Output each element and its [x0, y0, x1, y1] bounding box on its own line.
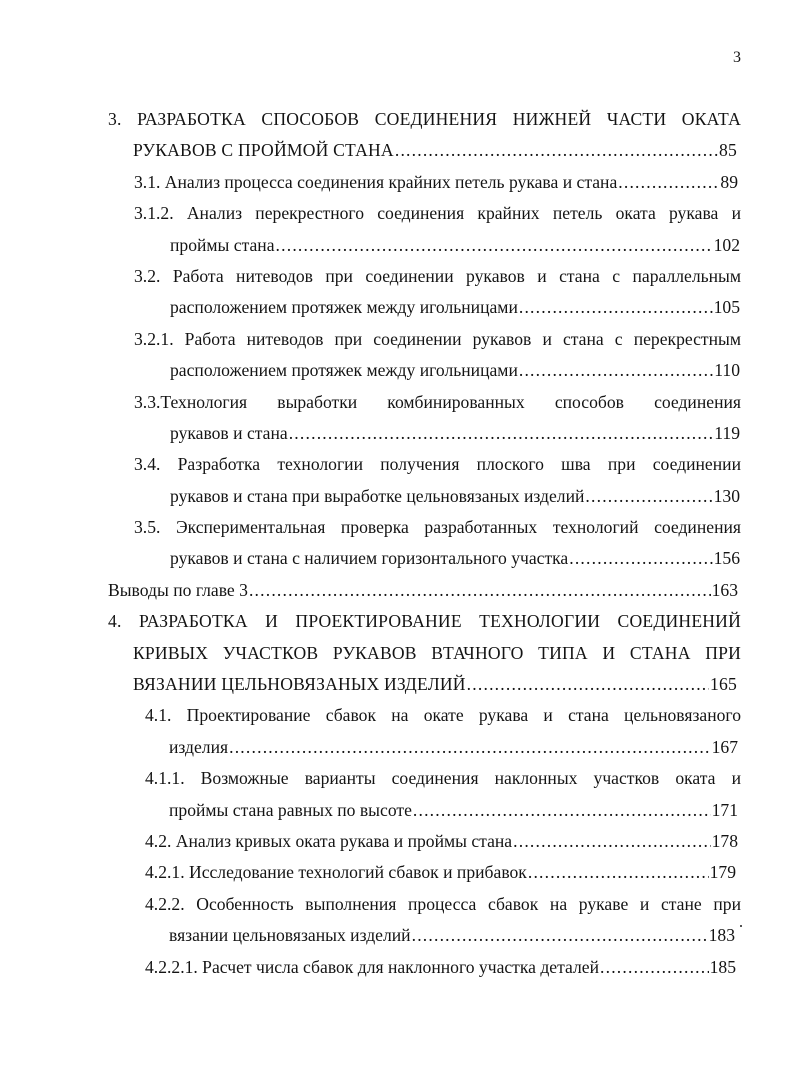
- toc-entry-leader-line: [134, 167, 738, 198]
- toc-entry-title: вязании цельновязаных изделий: [169, 925, 411, 946]
- dot-leader: [413, 795, 711, 826]
- toc-entry-page: 102: [713, 234, 740, 255]
- dot-leader: [412, 920, 708, 951]
- dot-leader: [600, 952, 709, 983]
- toc-entry-title-line: 3.1.2. Анализ перекрестного соединения крайних петель оката рукава и: [134, 203, 741, 224]
- toc-entry-4-1-1: [0, 763, 798, 826]
- toc-entry-4-2: [0, 826, 798, 857]
- dot-leader: [395, 135, 718, 166]
- toc-entry-title-line: 4.1.1. Возможные варианты соединения наклонных участков оката и: [145, 768, 741, 789]
- dot-leader: [467, 669, 709, 700]
- toc-entry-page: 130: [713, 485, 740, 506]
- toc-entry-page: 85: [719, 140, 737, 161]
- toc-entry-leader-line: [133, 135, 737, 166]
- toc-entry-3-1: [0, 167, 798, 198]
- toc-entry-leader-line: [145, 952, 736, 983]
- toc-entry-title: рукавов и стана с наличием горизонтального участка: [170, 548, 569, 569]
- toc-entry-leader-line: [133, 669, 737, 700]
- dot-leader: [513, 826, 710, 857]
- toc-entry-title: РУКАВОВ С ПРОЙМОЙ СТАНА: [133, 140, 394, 161]
- toc-entry-title: 4.2. Анализ кривых оката рукава и проймы стана: [145, 830, 513, 851]
- page-number: 3: [733, 49, 741, 66]
- toc-entry-title: проймы стана: [170, 234, 275, 255]
- toc-entry-leader-line: [170, 481, 740, 512]
- toc-entry-page: 167: [711, 736, 738, 757]
- dot-leader: [618, 167, 719, 198]
- toc-entry-4-2-1: [0, 857, 798, 888]
- toc-entry-page: 105: [713, 297, 740, 318]
- toc-entry-title-line: 4. РАЗРАБОТКА И ПРОЕКТИРОВАНИЕ ТЕХНОЛОГИИ СОЕДИНЕНИЙ: [108, 611, 741, 632]
- dot-leader: [249, 575, 711, 606]
- toc-entry-page: 165: [710, 674, 737, 695]
- toc-entry-4-1: [0, 700, 798, 763]
- toc-entry-page: 179: [709, 862, 736, 883]
- toc-entry-chapter-4: [0, 606, 798, 700]
- toc-entry-title-line: 3.5. Экспериментальная проверка разработанных технологий соединения: [134, 517, 741, 538]
- toc-entry-page: 156: [713, 548, 740, 569]
- toc-entry-title-line: 3.2.1. Работа нитеводов при соединении рукавов и стана с перекрестным: [134, 328, 741, 349]
- dot-leader: [569, 543, 712, 574]
- toc-entry-leader-line: [170, 543, 740, 574]
- toc-entry-title-line: 3.2. Работа нитеводов при соединении рукавов и стана с параллельным: [134, 265, 741, 286]
- table-of-contents: [0, 104, 798, 983]
- toc-entry-title: ВЯЗАНИИ ЦЕЛЬНОВЯЗАНЫХ ИЗДЕЛИЙ: [133, 674, 466, 695]
- toc-entry-leader-line: [145, 826, 738, 857]
- toc-entry-page: 178: [711, 830, 738, 851]
- toc-entry-title: проймы стана равных по высоте: [169, 799, 412, 820]
- dot-leader: [229, 732, 711, 763]
- dot-leader: [276, 230, 713, 261]
- toc-entry-title-line: 4.1. Проектирование сбавок на окате рукава и стана цельновязаного: [145, 705, 741, 726]
- toc-entry-leader-line: [108, 575, 738, 606]
- toc-entry-title: рукавов и стана: [170, 422, 288, 443]
- toc-entry-leader-line: [169, 795, 738, 826]
- toc-entry-title: рукавов и стана при выработке цельновязаных изделий: [170, 485, 585, 506]
- toc-entry-3-4: [0, 449, 798, 512]
- toc-entry-page: 183: [708, 925, 735, 946]
- toc-entry-3-5: [0, 512, 798, 575]
- toc-entry-page: 163: [711, 579, 738, 600]
- toc-entry-chapter-3: [0, 104, 798, 167]
- toc-entry-title: 4.2.1. Исследование технологий сбавок и прибавок: [145, 862, 527, 883]
- toc-entry-leader-line: [170, 355, 740, 386]
- toc-entry-3-1-2: [0, 198, 798, 261]
- toc-entry-leader-line: [169, 920, 735, 951]
- dot-leader: [585, 481, 712, 512]
- toc-entry-title: 3.1. Анализ процесса соединения крайних петель рукава и стана: [134, 171, 618, 192]
- toc-entry-leader-line: [145, 857, 736, 888]
- dot-leader: [519, 292, 713, 323]
- toc-entry-page: 185: [709, 956, 736, 977]
- dot-leader: [289, 418, 714, 449]
- toc-entry-leader-line: [170, 292, 740, 323]
- toc-entry-page: 119: [714, 422, 740, 443]
- toc-entry-title-line: 3.4. Разработка технологии получения плоского шва при соединении: [134, 454, 741, 475]
- toc-entry-4-2-2: [0, 889, 798, 952]
- toc-entry-title: Выводы по главе 3: [108, 579, 248, 600]
- toc-entry-title-line: 3.3.Технология выработки комбинированных способов соединения: [134, 391, 741, 412]
- toc-entry-title: 4.2.2.1. Расчет числа сбавок для наклонного участка деталей: [145, 956, 599, 977]
- scan-speck: [740, 925, 742, 927]
- toc-entry-3-3: [0, 387, 798, 450]
- toc-entry-3-2-1: [0, 324, 798, 387]
- dot-leader: [528, 857, 709, 888]
- dot-leader: [519, 355, 713, 386]
- toc-entry-conclusions-3: [0, 575, 798, 606]
- toc-entry-title-line: КРИВЫХ УЧАСТКОВ РУКАВОВ ВТАЧНОГО ТИПА И СТАНА ПРИ: [133, 642, 741, 663]
- toc-entry-page: 171: [711, 799, 738, 820]
- toc-entry-4-2-2-1: [0, 952, 798, 983]
- toc-entry-3-2: [0, 261, 798, 324]
- toc-entry-page: 89: [720, 171, 738, 192]
- toc-entry-leader-line: [170, 418, 740, 449]
- toc-entry-title-line: 3. РАЗРАБОТКА СПОСОБОВ СОЕДИНЕНИЯ НИЖНЕЙ ЧАСТИ ОКАТА: [108, 109, 741, 129]
- toc-entry-leader-line: [169, 732, 738, 763]
- toc-entry-title: расположением протяжек между игольницами: [170, 360, 518, 381]
- toc-entry-title-line: 4.2.2. Особенность выполнения процесса сбавок на рукаве и стане при: [145, 893, 741, 914]
- toc-entry-page: 110: [714, 360, 740, 381]
- toc-entry-leader-line: [170, 230, 740, 261]
- toc-entry-title: изделия: [169, 736, 229, 757]
- toc-entry-title: расположением протяжек между игольницами: [170, 297, 518, 318]
